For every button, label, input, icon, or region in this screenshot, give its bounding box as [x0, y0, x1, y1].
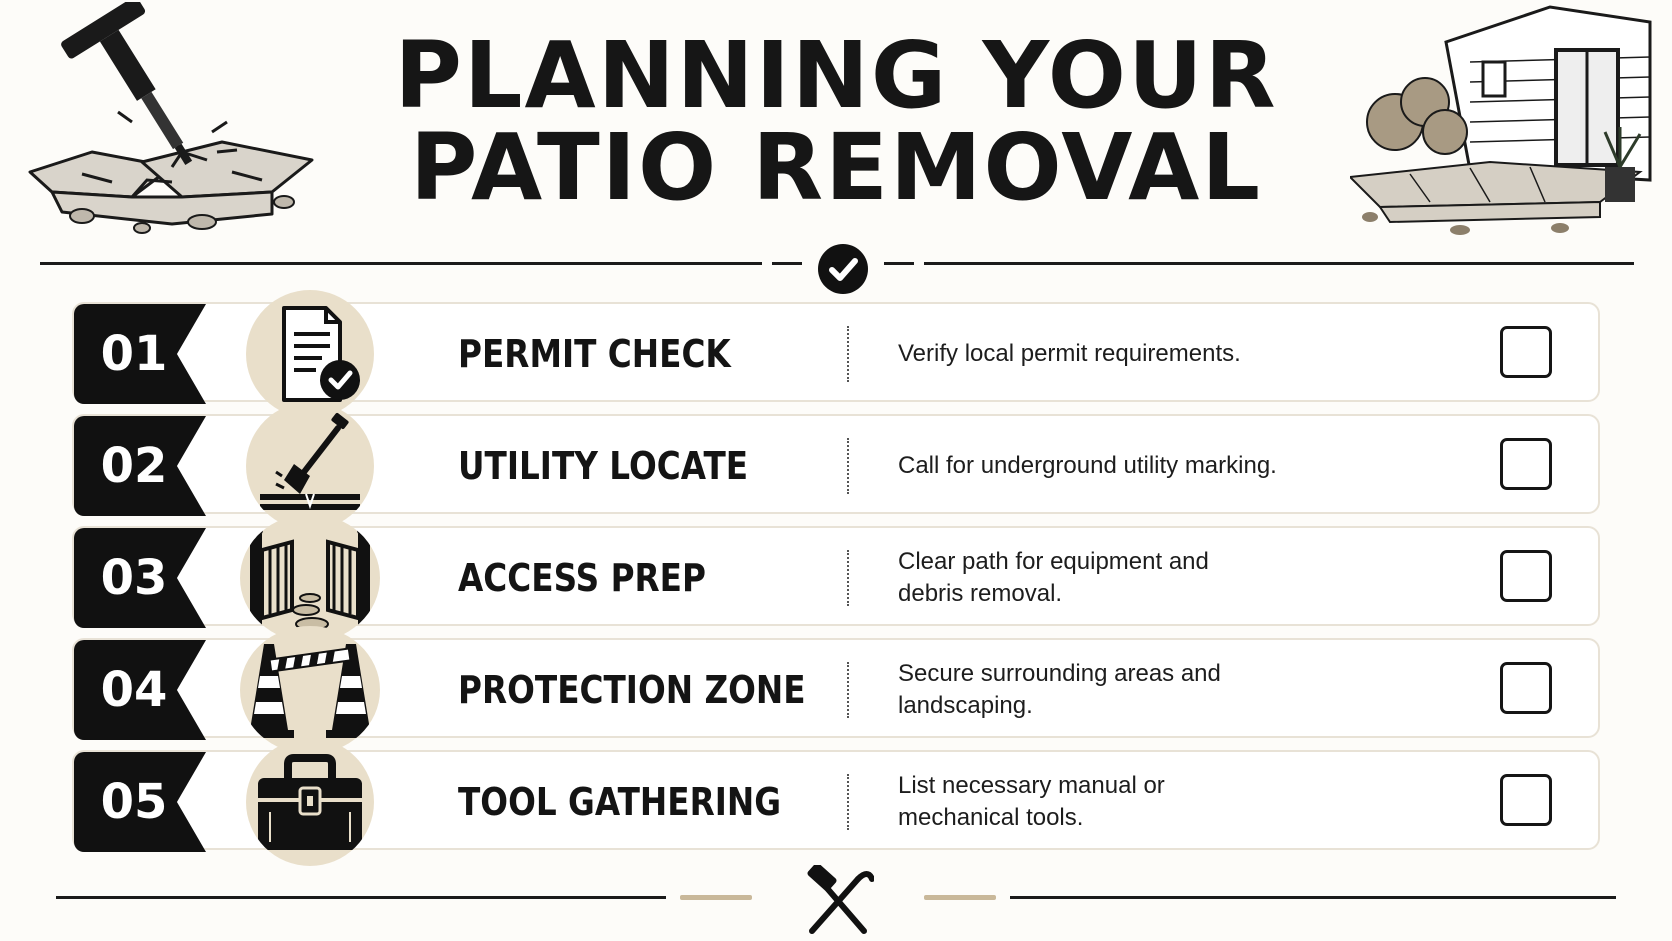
step-description: List necessary manual or mechanical tools. — [898, 772, 1165, 831]
step-checkbox[interactable] — [1500, 438, 1552, 490]
row-separator — [847, 326, 849, 382]
checklist-row-protection — [72, 638, 1600, 738]
checkmark-badge-icon — [818, 244, 868, 294]
step-number: 04 — [100, 662, 168, 718]
step-number: 03 — [100, 550, 168, 606]
step-number: 01 — [100, 326, 168, 382]
checklist-row-access — [72, 526, 1600, 626]
bottom-divider-dash — [680, 895, 752, 900]
permit-document-icon — [246, 290, 374, 418]
page-title — [300, 22, 1372, 221]
step-checkbox[interactable] — [1500, 326, 1552, 378]
open-gate-icon — [240, 514, 380, 642]
jackhammer-illustration — [22, 2, 322, 242]
checklist-row-permit — [72, 302, 1600, 402]
bottom-divider-dash — [924, 895, 996, 900]
top-divider-right — [924, 262, 1634, 265]
top-divider-dash — [772, 262, 802, 265]
shovel-utility-icon — [246, 402, 374, 530]
step-title: UTILITY LOCATE — [458, 444, 749, 488]
checklist-row-utility — [72, 414, 1600, 514]
step-checkbox[interactable] — [1500, 550, 1552, 602]
step-number: 05 — [100, 774, 168, 830]
step-title: ACCESS PREP — [458, 556, 706, 600]
row-separator — [847, 438, 849, 494]
row-separator — [847, 662, 849, 718]
title-line-1: PLANNING YOUR — [394, 22, 1278, 129]
row-separator — [847, 774, 849, 830]
checklist-row-tools — [72, 750, 1600, 850]
top-divider-dash — [884, 262, 914, 265]
title-line-2: PATIO REMOVAL — [409, 114, 1263, 221]
step-checkbox[interactable] — [1500, 774, 1552, 826]
step-description: Secure surrounding areas and landscaping. — [898, 660, 1221, 719]
step-number: 02 — [100, 438, 168, 494]
step-checkbox[interactable] — [1500, 662, 1552, 714]
top-divider-left — [40, 262, 762, 265]
bottom-divider-left — [56, 896, 666, 899]
hammer-crowbar-icon — [802, 865, 874, 937]
step-title: TOOL GATHERING — [458, 780, 782, 824]
traffic-cones-icon — [240, 626, 380, 754]
row-separator — [847, 550, 849, 606]
bottom-divider-right — [1010, 896, 1616, 899]
step-description: Clear path for equipment and debris removal. — [898, 548, 1209, 607]
step-description: Verify local permit requirements. — [898, 340, 1241, 367]
house-patio-illustration — [1350, 2, 1672, 247]
step-title: PROTECTION ZONE — [458, 668, 806, 712]
step-description: Call for underground utility marking. — [898, 452, 1277, 479]
toolbox-icon — [246, 738, 374, 866]
step-title: PERMIT CHECK — [458, 332, 731, 376]
